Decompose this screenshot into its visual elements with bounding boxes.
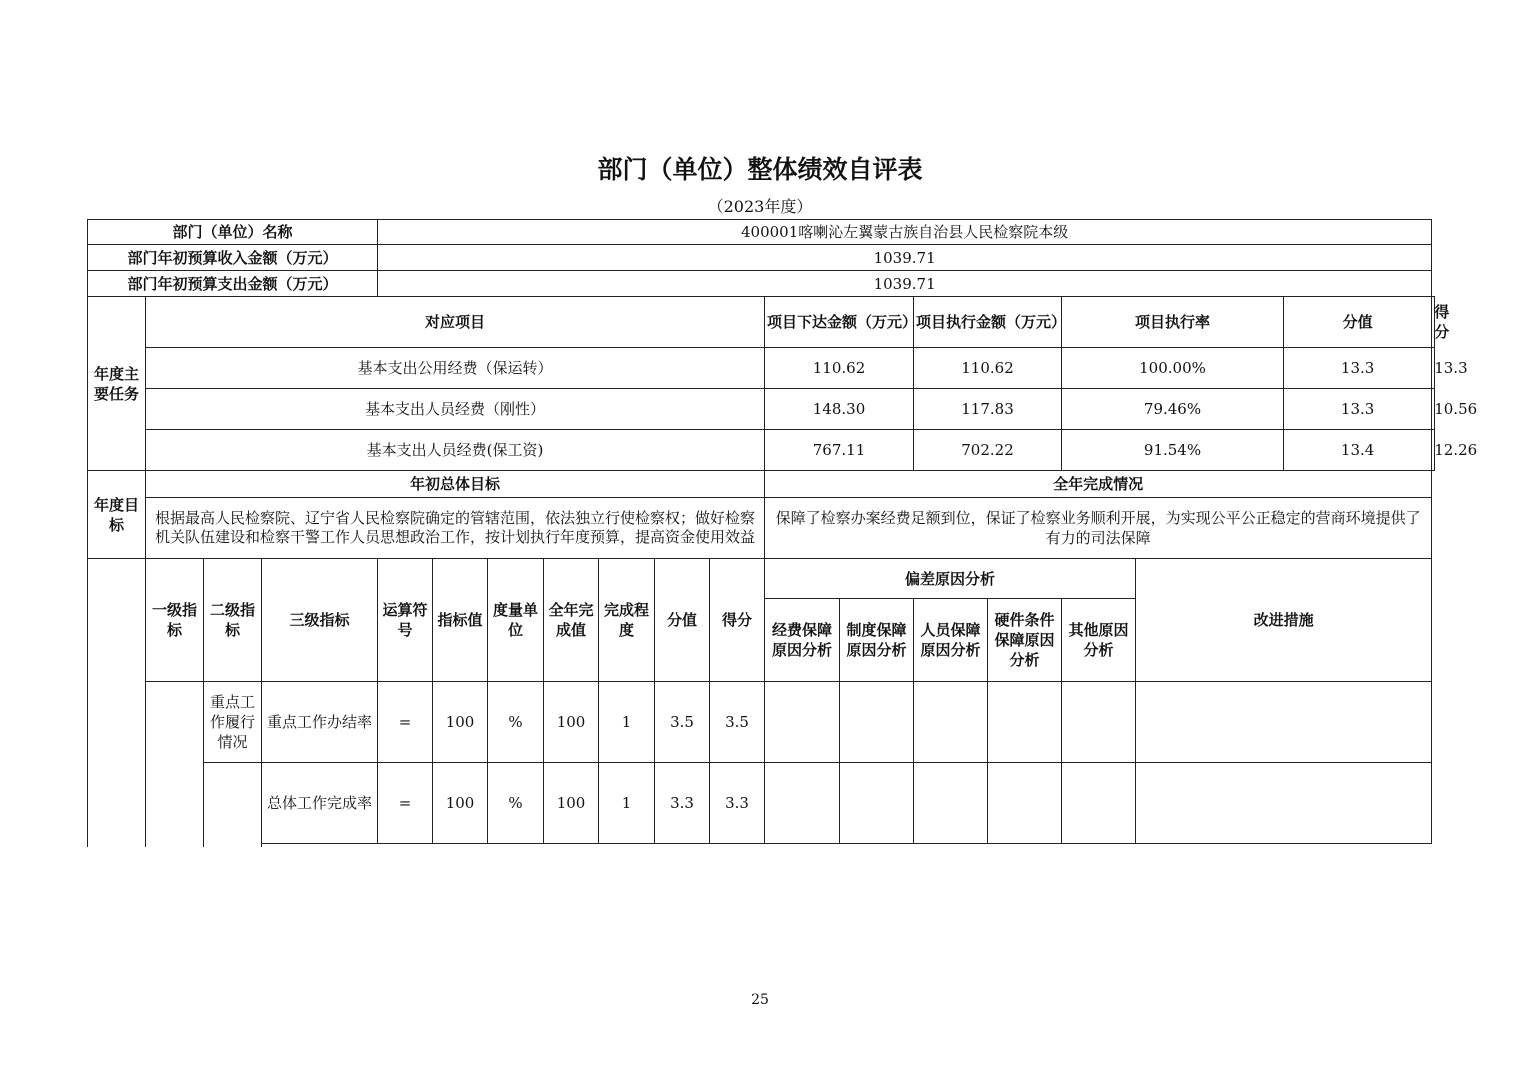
header-deviation-hardware: 硬件条件保障原因分析 <box>988 599 1062 682</box>
score-value-cell: 3.3 <box>655 763 710 844</box>
header-target: 指标值 <box>433 559 488 682</box>
level2-cell <box>204 763 262 847</box>
income-label: 部门年初预算收入金额（万元） <box>88 245 378 271</box>
improvement-cell <box>1136 682 1432 763</box>
level3-cell: 总体工作完成率 <box>262 763 378 844</box>
unit-cell: % <box>488 682 544 763</box>
deviation-personnel-cell <box>914 682 988 763</box>
header-level1: 一级指标 <box>146 559 204 682</box>
task-score: 13.3 <box>1432 348 1435 389</box>
table-row <box>88 430 1435 471</box>
expense-label: 部门年初预算支出金额（万元） <box>88 271 378 297</box>
dept-name-value: 400001喀喇沁左翼蒙古族自治县人民检察院本级 <box>378 220 1432 245</box>
goals-completion-header: 全年完成情况 <box>765 471 1432 498</box>
unit-cell: % <box>488 763 544 844</box>
tasks-header-issued: 项目下达金额（万元） <box>765 297 914 348</box>
header-unit: 度量单位 <box>488 559 544 682</box>
task-score-value: 13.3 <box>1284 389 1432 430</box>
deviation-hardware-cell <box>988 763 1062 844</box>
tasks-header-rate: 项目执行率 <box>1062 297 1284 348</box>
performance-table <box>87 219 1478 847</box>
goals-completion-text: 保障了检察办案经费足额到位，保证了检察业务顺利开展，为实现公平公正稳定的营商环境提供了有力的司法保障 <box>765 498 1432 559</box>
target-cell: 100 <box>433 763 488 844</box>
header-deviation: 偏差原因分析 <box>765 559 1136 599</box>
task-rate: 100.00% <box>1062 348 1284 389</box>
header-operator: 运算符号 <box>378 559 433 682</box>
completion-cell: 1 <box>599 763 655 844</box>
indicators-side-cell <box>88 559 146 847</box>
deviation-other-cell <box>1062 763 1136 844</box>
level3-cell: 重点工作办结率 <box>262 682 378 763</box>
expense-value: 1039.71 <box>378 271 1432 297</box>
dept-name-label: 部门（单位）名称 <box>88 220 378 245</box>
task-score: 10.56 <box>1432 389 1435 430</box>
table-row <box>88 763 1435 844</box>
header-improvement: 改进措施 <box>1136 559 1432 682</box>
header-level3: 三级指标 <box>262 559 378 682</box>
task-project: 基本支出人员经费（刚性） <box>146 389 765 430</box>
header-level2: 二级指标 <box>204 559 262 682</box>
task-score-value: 13.4 <box>1284 430 1432 471</box>
table-cutoff <box>262 844 1432 847</box>
task-rate: 79.46% <box>1062 389 1284 430</box>
deviation-funding-cell <box>765 682 840 763</box>
task-issued: 110.62 <box>765 348 914 389</box>
operator-cell: = <box>378 682 433 763</box>
task-project: 基本支出人员经费(保工资) <box>146 430 765 471</box>
score-value-cell: 3.5 <box>655 682 710 763</box>
deviation-system-cell <box>840 682 914 763</box>
page-number: 25 <box>751 992 769 1008</box>
table-row <box>88 348 1435 389</box>
operator-cell: = <box>378 763 433 844</box>
task-rate: 91.54% <box>1062 430 1284 471</box>
task-score: 12.26 <box>1432 430 1435 471</box>
level1-cell <box>146 682 204 847</box>
deviation-system-cell <box>840 763 914 844</box>
header-deviation-system: 制度保障原因分析 <box>840 599 914 682</box>
goals-initial-text: 根据最高人民检察院、辽宁省人民检察院确定的管辖范围，依法独立行使检察权；做好检察机关队伍建设和检察干警工作人员思想政治工作，按计划执行年度预算，提高资金使用效益 <box>146 498 765 559</box>
task-issued: 767.11 <box>765 430 914 471</box>
tasks-header-executed: 项目执行金额（万元） <box>914 297 1062 348</box>
actual-cell: 100 <box>544 763 599 844</box>
level2-cell: 重点工作履行情况 <box>204 682 262 763</box>
header-actual: 全年完成值 <box>544 559 599 682</box>
income-value: 1039.71 <box>378 245 1432 271</box>
task-executed: 117.83 <box>914 389 1062 430</box>
header-completion: 完成程度 <box>599 559 655 682</box>
score-cell: 3.5 <box>710 682 765 763</box>
completion-cell: 1 <box>599 682 655 763</box>
tasks-header-score: 得分 <box>1432 297 1435 348</box>
tasks-label: 年度主要任务 <box>88 297 146 471</box>
task-score-value: 13.3 <box>1284 348 1432 389</box>
header-score: 得分 <box>710 559 765 682</box>
page-title: 部门（单位）整体绩效自评表 <box>597 155 923 184</box>
goals-label: 年度目标 <box>88 471 146 559</box>
actual-cell: 100 <box>544 682 599 763</box>
header-deviation-funding: 经费保障原因分析 <box>765 599 840 682</box>
header-deviation-other: 其他原因分析 <box>1062 599 1136 682</box>
task-executed: 110.62 <box>914 348 1062 389</box>
tasks-header-project: 对应项目 <box>146 297 765 348</box>
improvement-cell <box>1136 763 1432 844</box>
header-deviation-personnel: 人员保障原因分析 <box>914 599 988 682</box>
task-project: 基本支出公用经费（保运转） <box>146 348 765 389</box>
header-score-value: 分值 <box>655 559 710 682</box>
tasks-header-score-value: 分值 <box>1284 297 1432 348</box>
task-executed: 702.22 <box>914 430 1062 471</box>
target-cell: 100 <box>433 682 488 763</box>
deviation-funding-cell <box>765 763 840 844</box>
task-issued: 148.30 <box>765 389 914 430</box>
table-row <box>88 682 1435 763</box>
score-cell: 3.3 <box>710 763 765 844</box>
report-year: （2023年度） <box>707 197 813 216</box>
deviation-personnel-cell <box>914 763 988 844</box>
deviation-hardware-cell <box>988 682 1062 763</box>
table-row <box>88 389 1435 430</box>
goals-initial-header: 年初总体目标 <box>146 471 765 498</box>
deviation-other-cell <box>1062 682 1136 763</box>
